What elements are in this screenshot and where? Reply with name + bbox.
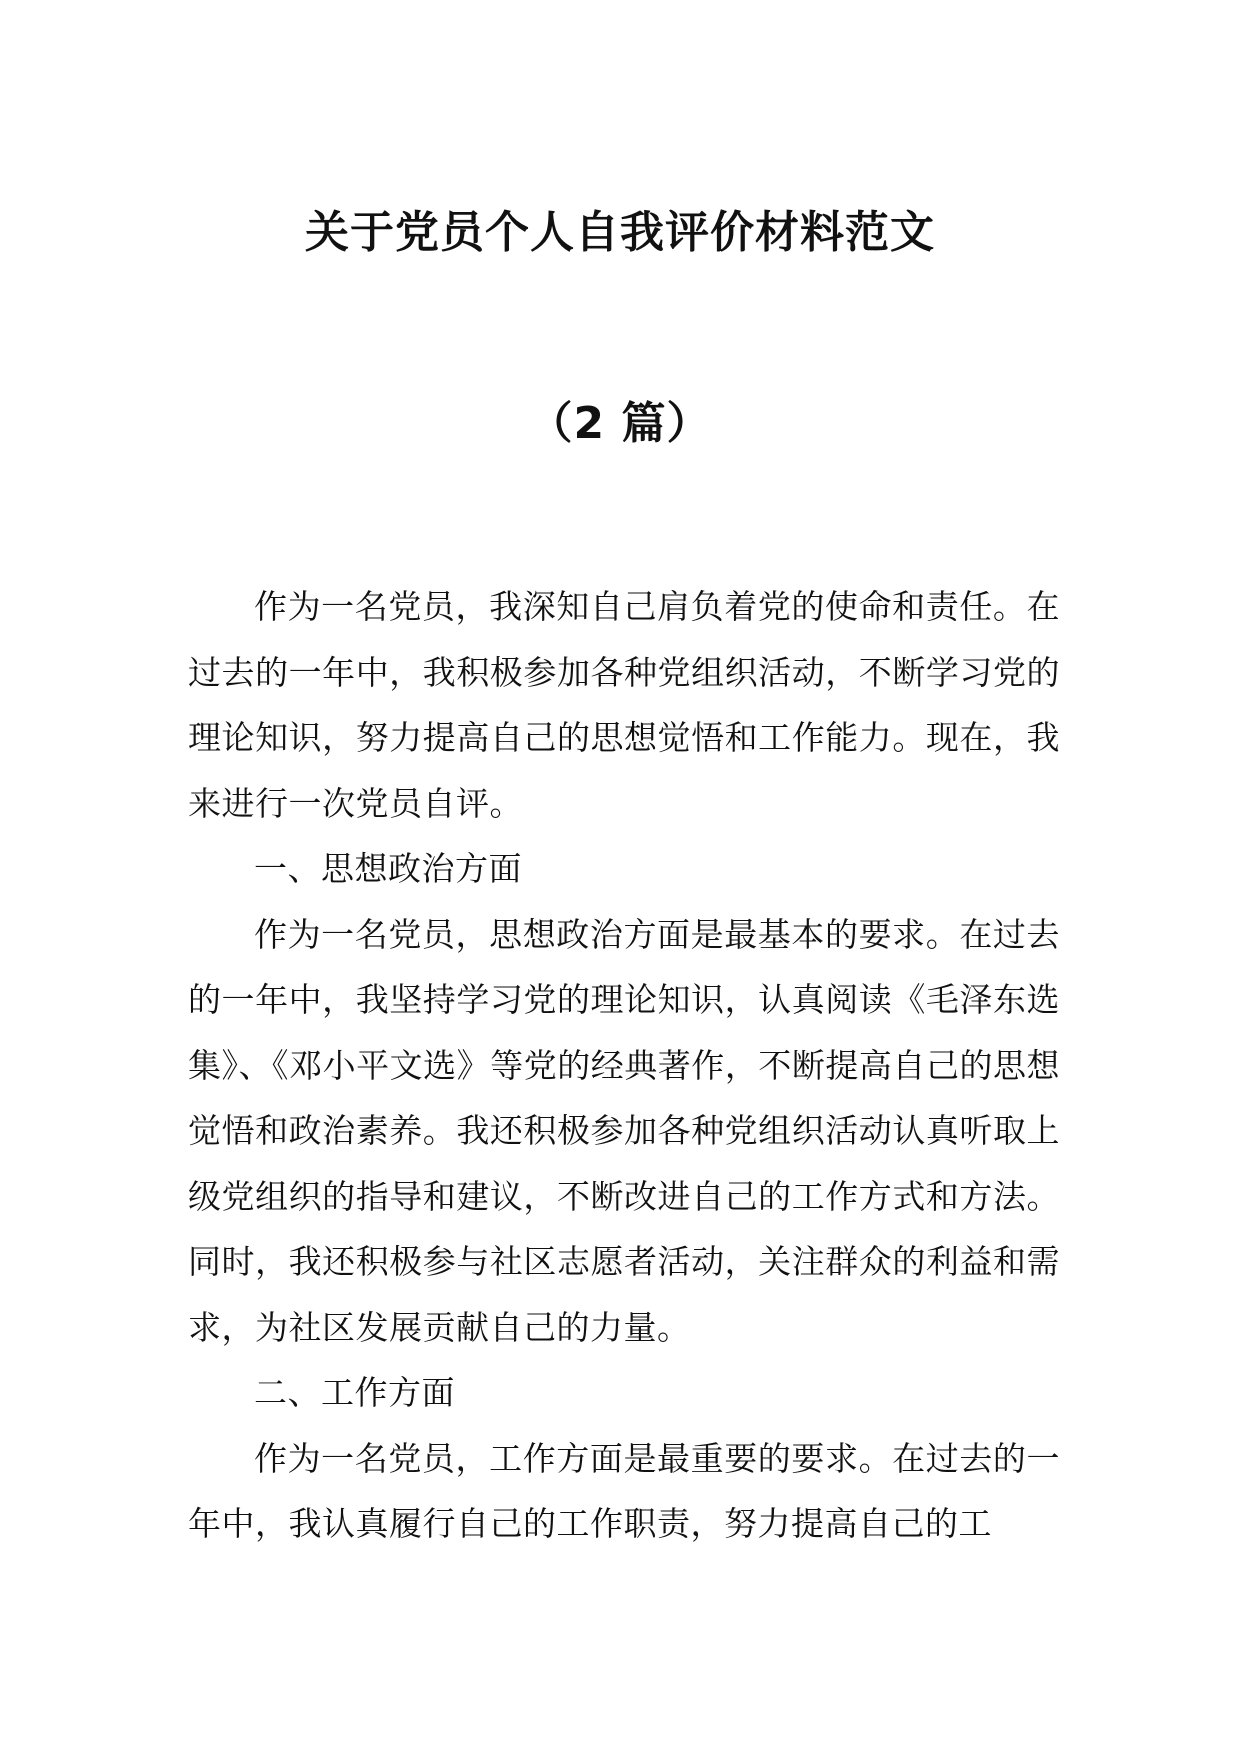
politics-paragraph: 作为一名党员，思想政治方面是最基本的要求。在过去的一年中，我坚持学习党的理论知识，认真阅读《毛泽东选集》、《邓小平文选》等党的经典著作，不断提高自己的思想觉悟和政治素养。我还积极参加各种党组织活动认真听取上级党组织的指导和建议，不断改进自己的工作方式和方法。同时，我还积极参与社区志愿者活动，关注群众的利益和需求，为社区发展贡献自己的力量。 [188,914,1060,1347]
intro-paragraph: 作为一名党员，我深知自己肩负着党的使命和责任。在过去的一年中，我积极参加各种党组织活动，不断学习党的理论知识，努力提高自己的思想觉悟和工作能力。现在，我来进行一次党员自评。 [188,587,1060,823]
document-subtitle: （2 篇） [528,398,712,449]
section-heading-politics: 一、思想政治方面 [254,849,522,888]
section-heading-work: 二、工作方面 [254,1373,455,1412]
document-body [188,574,1060,1557]
work-paragraph: 作为一名党员，工作方面是最重要的要求。在过去的一年中，我认真履行自己的工作职责，努力提高自己的工 [188,1438,1060,1543]
document-title: 关于党员个人自我评价材料范文 [305,207,935,258]
